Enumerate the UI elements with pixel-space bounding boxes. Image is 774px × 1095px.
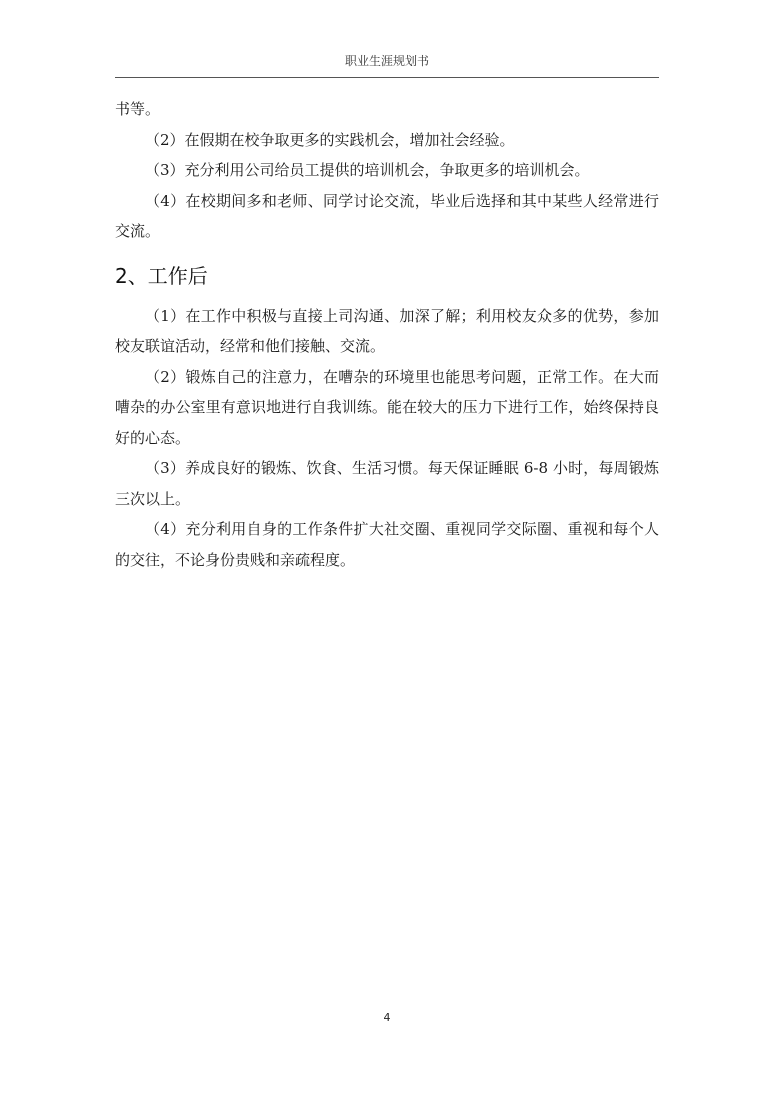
page-number: 4 [383, 1011, 391, 1024]
continuation-text: 书等。 [115, 100, 161, 118]
after-item-4: （4）充分利用自身的工作条件扩大社交圈、重视同学交际圈、重视和每个人的交往，不论身份贵贱和亲疏程度。 [115, 520, 659, 569]
page-header-title: 职业生涯规划书 [344, 54, 429, 68]
header-divider [115, 77, 659, 78]
after-item-2: （2）锻炼自己的注意力，在嘈杂的环境里也能思考问题，正常工作。在大而嘈杂的办公室里有意识地进行自我训练。能在较大的压力下进行工作，始终保持良好的心态。 [115, 367, 659, 447]
after-item-1: （1）在工作中积极与直接上司沟通、加深了解；利用校友众多的优势，参加校友联谊活动，经常和他们接触、交流。 [115, 306, 659, 355]
after-item-3: （3）养成良好的锻炼、饮食、生活习惯。每天保证睡眠 6-8 小时，每周锻炼三次以上。 [115, 459, 659, 508]
document-body [115, 94, 659, 575]
before-item-4: （4）在校期间多和老师、同学讨论交流，毕业后选择和其中某些人经常进行交流。 [115, 191, 659, 240]
before-item-3: （3）充分利用公司给员工提供的培训机会，争取更多的培训机会。 [145, 161, 590, 179]
section-heading-after-work: 2、工作后 [115, 263, 208, 288]
before-item-2: （2）在假期在校争取更多的实践机会，增加社会经验。 [145, 130, 515, 149]
